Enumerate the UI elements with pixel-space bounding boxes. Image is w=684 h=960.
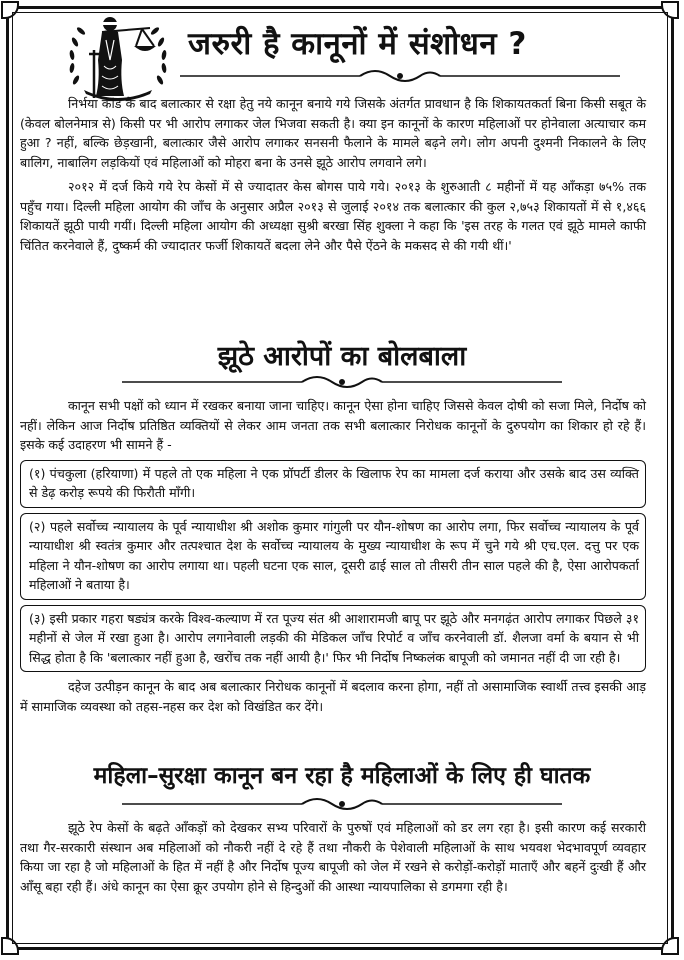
lady-justice-icon [62,10,174,105]
women-safety-section [20,818,646,901]
false-allegations-section [20,396,646,721]
border-corner-ornament [661,937,679,955]
paragraph: निर्भया कांड के बाद बलात्कार से रक्षा हेतु नये कानून बनाये गये जिसके अंतर्गत प्रावधान है कि शिकायतकर्ता बिना किसी सबूत के (केवल बोलनेमात्र से) किसी पर भी आरोप लगाकर जेल भिजवा सकती है। क्या इन कानूनों के कारण महिलाओं पर होनेवाला अत्याचार कम हुआ ? नहीं, बल्कि छेड़खानी, बलात्कार जैसे आरोप लगाकर सनसनी फैलाने के मामले बढ़ने लगे। लोग अपनी दुश्मनी निकालने के लिए बालिग, नाबालिग लड़कियों एवं महिलाओं को मोहरा बना के उनसे झूठे आरोप लगवाने लगे। [20,96,646,170]
ornamental-divider [180,64,620,88]
section-heading: महिला–सुरक्षा कानून बन रहा है महिलाओं के लिए ही घातक [93,763,591,789]
paragraph: कानून सभी पक्षों को ध्यान में रखकर बनाया जाना चाहिए। कानून ऐसा होना चाहिए जिससे केवल दोषी को सजा मिले, निर्दोष को नहीं। लेकिन आज निर्दोष प्रतिष्ठित व्यक्तियों से लेकर आम जनता तक सभी बलात्कार निरोधक कानूनों के दुरुपयोग का शिकार हो रहे हैं। इसके कई उदाहरण भी सामने हैं - [20,398,646,452]
example-box: (२) पहले सर्वोच्च न्यायालय के पूर्व न्यायाधीश श्री अशोक कुमार गांगुली पर यौन-शोषण का आरोप लगा, फिर सर्वोच्च न्यायालय के पूर्व न्यायाधीश श्री स्वतंत्र कुमार और तत्पश्चात देश के सर्वोच्च न्यायालय के मुख्य न्यायाधीश के रूप में चुने गये श्री एच.एल. दत्तु पर एक महिला ने यौन-शोषण का आरोप लगाया था। पहली घटना एक साल, दूसरी ढाई साल तो तीसरी तीन साल पहले की है, ऐसा आरोपकर्ता महिलाओं ने बताया है। [20,513,646,600]
ornamental-divider [122,792,562,816]
example-box: (१) पंचकुला (हरियाणा) में पहले तो एक महिला ने एक प्रॉपर्टी डीलर के खिलाफ रेप का मामला दर्ज कराया और उसके बाद उस व्यक्ति से डेढ़ करोड़ रूपये की फिरौती माँगी। [20,460,646,508]
ornamental-divider [122,370,562,394]
paragraph: झूठे रेप केसों के बढ़ते आँकड़ों को देखकर सभ्य परिवारों के पुरुषों एवं महिलाओं को डर लग रहा है। इसी कारण कई सरकारी तथा गैर-सरकारी संस्थान अब महिलाओं को नौकरी नहीं दे रहे हैं तथा नौकरी के पेशेवाली महिलाओं के साथ भयवश भेदभावपूर्ण व्यवहार किया जा रहा है जो महिलाओं के हित में नहीं है और निर्दोष पूज्य बापूजी को जेल में रखने से करोड़ों-करोड़ों माताएँ और बहनें दुःखी हैं और आँसू बहा रही हैं। अंधे कानून का ऐसा क्रूर उपयोग होने से हिन्दुओं की आस्था न्यायपालिका से डगमगा रही है। [20,820,646,894]
border-corner-ornament [1,1,19,19]
paragraph: २०१२ में दर्ज किये गये रेप केसों में से ज्यादातर केस बोगस पाये गये। २०१३ के शुरुआती ८ महीनों में यह आँकड़ा ७५% तक पहुँच गया। दिल्ली महिला आयोग की जाँच के अनुसार अप्रैल २०१३ से जुलाई २०१४ तक बलात्कार की कुल २,७५३ शिकायतों में से १,४६६ शिकायतें झूठी पायी गयीं। दिल्ली महिला आयोग की अध्यक्षा सुश्री बरखा सिंह शुक्ला ने कहा कि 'इस तरह के गलत एवं झूठे मामले काफी चिंतित करनेवाले हैं, दुष्कर्म की ज्यादातर फर्जी शिकायतें बदला लेने और पैसे ऐंठने के मकसद से की गयी थीं।' [20,179,646,253]
page-title: जरुरी है कानूनों में संशोधन ? [188,26,527,62]
paragraph: दहेज उत्पीड़न कानून के बाद अब बलात्कार निरोधक कानूनों में बदलाव करना होगा, नहीं तो असामाजिक स्वार्थी तत्त्व इसकी आड़ में सामाजिक व्यवस्था को तहस-नहस कर देश को विखंडित कर देंगे। [20,679,646,714]
section-heading: झूठे आरोपों का बोलबाला [217,341,467,372]
example-box: (३) इसी प्रकार गहरा षड्यंत्र करके विश्व-कल्याण में रत पूज्य संत श्री आशारामजी बापू पर झूठे और मनगढ़ंत आरोप लगाकर पिछले ३१ महीनों से जेल में रखा हुआ है। आरोप लगानेवाली लड़की की मेडिकल जाँच रिपोर्ट व जाँच करनेवाली डॉ. शैलजा वर्मा के बयान से भी सिद्ध होता है कि 'बलात्कार नहीं हुआ है, खरोंच तक नहीं आयी है।' फिर भी निर्दोष निष्कलंक बापूजी को जमानत नहीं दी जा रही है। [20,605,646,673]
border-corner-ornament [661,1,679,19]
border-corner-ornament [1,937,19,955]
intro-section [20,94,646,260]
